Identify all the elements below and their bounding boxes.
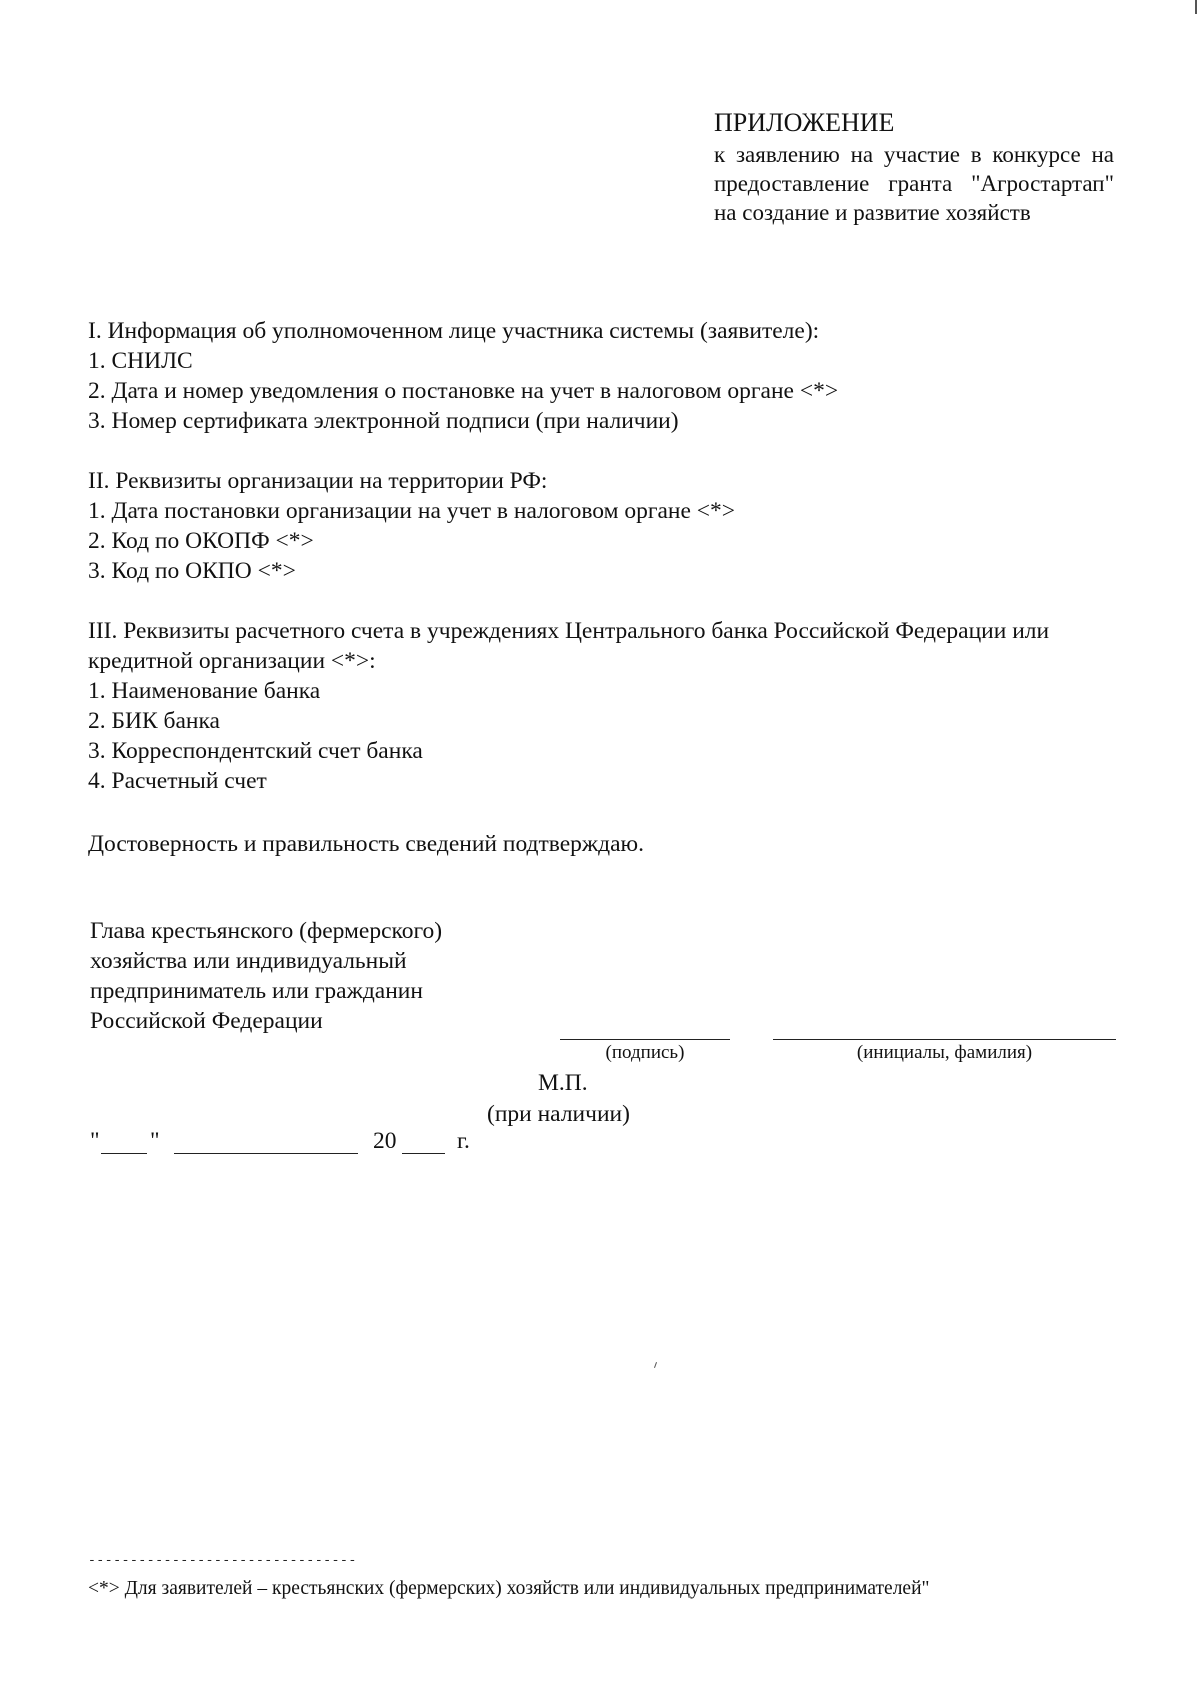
signer-line: Глава крестьянского (фермерского) bbox=[90, 918, 443, 944]
appendix-header bbox=[714, 106, 1114, 227]
signer-line: хозяйства или индивидуальный bbox=[90, 948, 407, 974]
stamp-note: (при наличии) bbox=[487, 1101, 630, 1127]
year-blank bbox=[402, 1153, 445, 1154]
signer-title bbox=[90, 916, 442, 1036]
confirmation-statement: Достоверность и правильность сведений подтверждаю. bbox=[88, 831, 644, 857]
name-line bbox=[773, 1039, 1116, 1040]
appendix-title: ПРИЛОЖЕНИЕ bbox=[714, 108, 895, 137]
section-item: 1. Дата постановки организации на учет в налоговом органе <*> bbox=[88, 498, 736, 524]
date-line bbox=[88, 1126, 508, 1166]
year-suffix: г. bbox=[457, 1128, 470, 1154]
section-item: 2. БИК банка bbox=[88, 708, 220, 734]
signature-line bbox=[560, 1039, 730, 1040]
section-item: 2. Код по ОКОПФ <*> bbox=[88, 528, 314, 554]
signer-line: Российской Федерации bbox=[90, 1008, 323, 1034]
section-item: 1. СНИЛС bbox=[88, 348, 193, 374]
section-item: 3. Код по ОКПО <*> bbox=[88, 558, 296, 584]
year-prefix: 20 bbox=[373, 1128, 397, 1154]
section-item: 2. Дата и номер уведомления о постановке на учет в налоговом органе <*> bbox=[88, 378, 839, 404]
month-blank bbox=[174, 1153, 358, 1154]
section-item: 4. Расчетный счет bbox=[88, 768, 267, 794]
appendix-subtitle: к заявлению на участие в конкурсе на предоставление гранта "Агростартап" на создание и развитие хозяйств bbox=[714, 142, 1114, 225]
stamp-label: М.П. bbox=[538, 1070, 588, 1096]
section-heading: II. Реквизиты организации на территории РФ: bbox=[88, 468, 548, 494]
footnote-separator: -------------------------------- bbox=[88, 1553, 357, 1568]
section-heading: I. Информация об уполномоченном лице участника системы (заявителе): bbox=[88, 318, 820, 344]
section-heading: III. Реквизиты расчетного счета в учреждениях Центрального банка Российской Федерации или кредитной организации <*>: bbox=[88, 618, 1050, 674]
section-item: 3. Корреспондентский счет банка bbox=[88, 738, 423, 764]
footnote-text: <*> Для заявителей – крестьянских (фермерских) хозяйств или индивидуальных предпринимателей" bbox=[88, 1578, 930, 1599]
section-item: 1. Наименование банка bbox=[88, 678, 321, 704]
date-open-quote: " bbox=[90, 1128, 100, 1154]
section-item: 3. Номер сертификата электронной подписи (при наличии) bbox=[88, 408, 679, 434]
signer-line: предприниматель или гражданин bbox=[90, 978, 423, 1004]
date-close-quote: " bbox=[150, 1128, 160, 1154]
name-caption: (инициалы, фамилия) bbox=[856, 1042, 1033, 1063]
section-applicant-info bbox=[88, 316, 1118, 436]
day-blank bbox=[101, 1153, 147, 1154]
section-bank-details bbox=[88, 616, 1118, 796]
signature-caption: (подпись) bbox=[605, 1042, 685, 1063]
sections bbox=[88, 316, 1118, 826]
section-organization-details bbox=[88, 466, 1118, 586]
scan-mark bbox=[654, 1362, 657, 1368]
scan-mark bbox=[1195, 0, 1197, 14]
